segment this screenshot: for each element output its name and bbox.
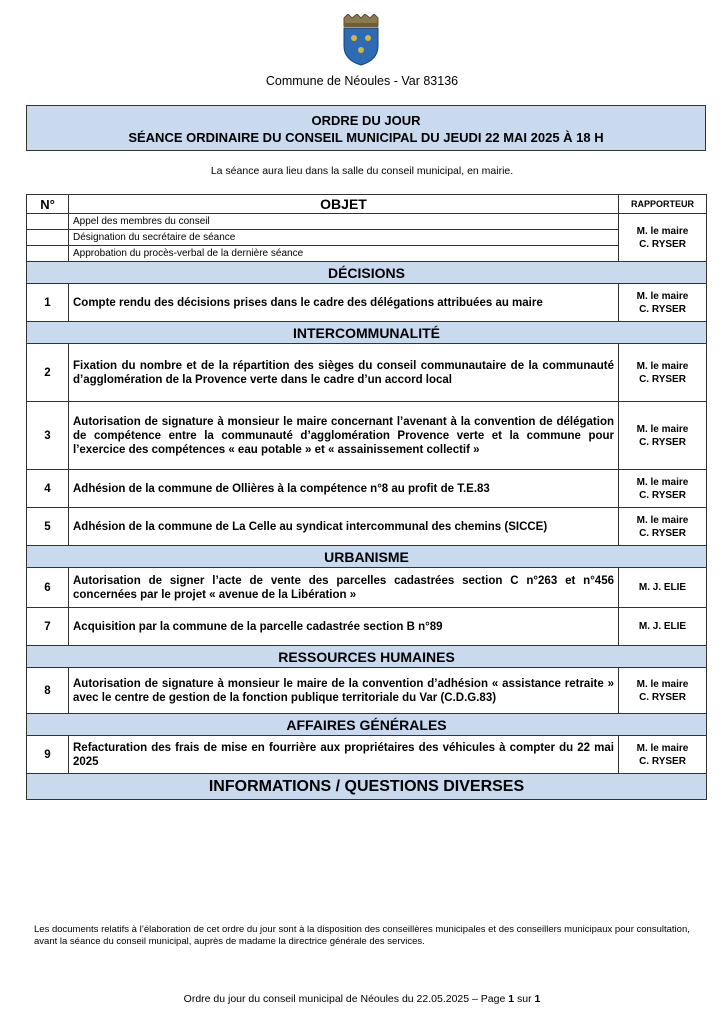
preliminary-row bbox=[27, 214, 707, 230]
rapporteur-line: C. RYSER bbox=[639, 303, 686, 315]
col-number-header: N° bbox=[27, 195, 69, 214]
agenda-title: ORDRE DU JOUR bbox=[311, 113, 421, 128]
section-row bbox=[27, 774, 707, 800]
item-rapporteur bbox=[619, 608, 707, 646]
item-rapporteur bbox=[619, 470, 707, 508]
rapporteur-line: C. RYSER bbox=[639, 527, 686, 539]
rapporteur-line: C. RYSER bbox=[639, 436, 686, 448]
page-total: 1 bbox=[534, 993, 541, 1005]
rapporteur-line: M. le maire bbox=[636, 290, 689, 302]
item-text: Refacturation des frais de mise en fourrière aux propriétaires des véhicules à compter du 22 mai 2025 bbox=[69, 736, 619, 774]
footer-sep: sur bbox=[516, 993, 532, 1005]
footer-text: Ordre du jour du conseil municipal de Néoules du 22.05.2025 – Page bbox=[183, 993, 506, 1005]
section-title: URBANISME bbox=[27, 546, 707, 568]
section-title: AFFAIRES GÉNÉRALES bbox=[27, 714, 707, 736]
rapporteur-line: M. le maire bbox=[636, 678, 689, 690]
item-text: Adhésion de la commune de La Celle au syndicat intercommunal des chemins (SICCE) bbox=[69, 508, 619, 546]
preliminary-item: Appel des membres du conseil bbox=[69, 214, 619, 230]
documents-note: Les documents relatifs à l’élaboration de cet ordre du jour sont à la disposition des conseillères municipales et des conseillers municipaux pour consultation, avant la séance du conseil municipal, auprès de madame la directrice générale des services. bbox=[34, 924, 690, 947]
col-rapporteur-header: RAPPORTEUR bbox=[619, 195, 707, 214]
item-rapporteur bbox=[619, 344, 707, 402]
agenda-table bbox=[26, 194, 707, 800]
section-row bbox=[27, 322, 707, 344]
commune-name: Commune de Néoules - Var 83136 bbox=[265, 74, 459, 88]
item-rapporteur bbox=[619, 668, 707, 714]
item-number: 4 bbox=[27, 470, 69, 508]
agenda-item-row bbox=[27, 668, 707, 714]
preliminary-num bbox=[27, 230, 69, 246]
agenda-item-row bbox=[27, 736, 707, 774]
item-number: 9 bbox=[27, 736, 69, 774]
section-row bbox=[27, 262, 707, 284]
item-text: Autorisation de signature à monsieur le maire concernant l’avenant à la convention de délégation de compétence entre la communauté d’agglomération Provence verte et la commune pour l’exercice des compétences « eau potable » et « assainissement collectif » bbox=[69, 402, 619, 470]
preliminary-item: Approbation du procès-verbal de la dernière séance bbox=[69, 246, 619, 262]
rapporteur-line: C. RYSER bbox=[639, 691, 686, 703]
section-title: DÉCISIONS bbox=[27, 262, 707, 284]
meeting-location: La séance aura lieu dans la salle du conseil municipal, en mairie. bbox=[210, 165, 514, 177]
item-number: 8 bbox=[27, 668, 69, 714]
agenda-item-row bbox=[27, 344, 707, 402]
rapporteur-line: M. le maire bbox=[636, 360, 689, 372]
col-object-header: OBJET bbox=[69, 195, 619, 214]
agenda-item-row bbox=[27, 470, 707, 508]
rapporteur-line: M. le maire bbox=[636, 476, 689, 488]
preliminary-num bbox=[27, 246, 69, 262]
section-row bbox=[27, 546, 707, 568]
item-rapporteur bbox=[619, 568, 707, 608]
item-text: Autorisation de signature à monsieur le maire de la convention d’adhésion « assistance retraite » avec le centre de gestion de la fonction publique territoriale du Var (C.D.G.83) bbox=[69, 668, 619, 714]
preliminary-row bbox=[27, 246, 707, 262]
item-number: 2 bbox=[27, 344, 69, 402]
rapporteur-line: M. le maire bbox=[636, 423, 689, 435]
item-number: 1 bbox=[27, 284, 69, 322]
preliminary-rapporteur bbox=[619, 214, 707, 262]
rapporteur-line: M. J. ELIE bbox=[638, 621, 687, 632]
section-row bbox=[27, 714, 707, 736]
item-rapporteur bbox=[619, 402, 707, 470]
agenda-item-row bbox=[27, 284, 707, 322]
section-title: RESSOURCES HUMAINES bbox=[27, 646, 707, 668]
item-number: 3 bbox=[27, 402, 69, 470]
section-title: INTERCOMMUNALITÉ bbox=[27, 322, 707, 344]
item-text: Fixation du nombre et de la répartition des sièges du conseil communautaire de la communauté d’agglomération de la Provence verte dans le cadre d’un accord local bbox=[69, 344, 619, 402]
item-rapporteur bbox=[619, 284, 707, 322]
preliminary-num bbox=[27, 214, 69, 230]
preliminary-row bbox=[27, 230, 707, 246]
agenda-item-row bbox=[27, 568, 707, 608]
item-text: Adhésion de la commune de Ollières à la compétence n°8 au profit de T.E.83 bbox=[69, 470, 619, 508]
page-footer bbox=[0, 993, 724, 1005]
rapporteur-line: M. le maire bbox=[636, 225, 689, 237]
rapporteur-line: C. RYSER bbox=[639, 373, 686, 385]
section-row bbox=[27, 646, 707, 668]
rapporteur-line: M. le maire bbox=[636, 742, 689, 754]
final-section-title: INFORMATIONS / QUESTIONS DIVERSES bbox=[27, 774, 707, 800]
coat-of-arms-icon bbox=[338, 14, 384, 66]
agenda-title-box bbox=[26, 105, 706, 151]
page-number: 1 bbox=[508, 993, 515, 1005]
rapporteur-line: C. RYSER bbox=[639, 755, 686, 767]
preliminary-item: Désignation du secrétaire de séance bbox=[69, 230, 619, 246]
item-rapporteur bbox=[619, 508, 707, 546]
item-number: 7 bbox=[27, 608, 69, 646]
rapporteur-line: C. RYSER bbox=[639, 489, 686, 501]
item-text: Acquisition par la commune de la parcelle cadastrée section B n°89 bbox=[69, 608, 619, 646]
agenda-subtitle: SÉANCE ORDINAIRE DU CONSEIL MUNICIPAL DU JEUDI 22 MAI 2025 À 18 H bbox=[128, 130, 604, 145]
item-number: 6 bbox=[27, 568, 69, 608]
item-rapporteur bbox=[619, 736, 707, 774]
item-number: 5 bbox=[27, 508, 69, 546]
item-text: Autorisation de signer l’acte de vente des parcelles cadastrées section C n°263 et n°456 concernées par le projet « avenue de la Libération » bbox=[69, 568, 619, 608]
agenda-item-row bbox=[27, 608, 707, 646]
agenda-item-row bbox=[27, 402, 707, 470]
rapporteur-line: M. J. ELIE bbox=[638, 582, 687, 593]
rapporteur-line: M. le maire bbox=[636, 514, 689, 526]
item-text: Compte rendu des décisions prises dans le cadre des délégations attribuées au maire bbox=[69, 284, 619, 322]
agenda-item-row bbox=[27, 508, 707, 546]
rapporteur-line: C. RYSER bbox=[639, 238, 686, 250]
table-header-row bbox=[27, 195, 707, 214]
